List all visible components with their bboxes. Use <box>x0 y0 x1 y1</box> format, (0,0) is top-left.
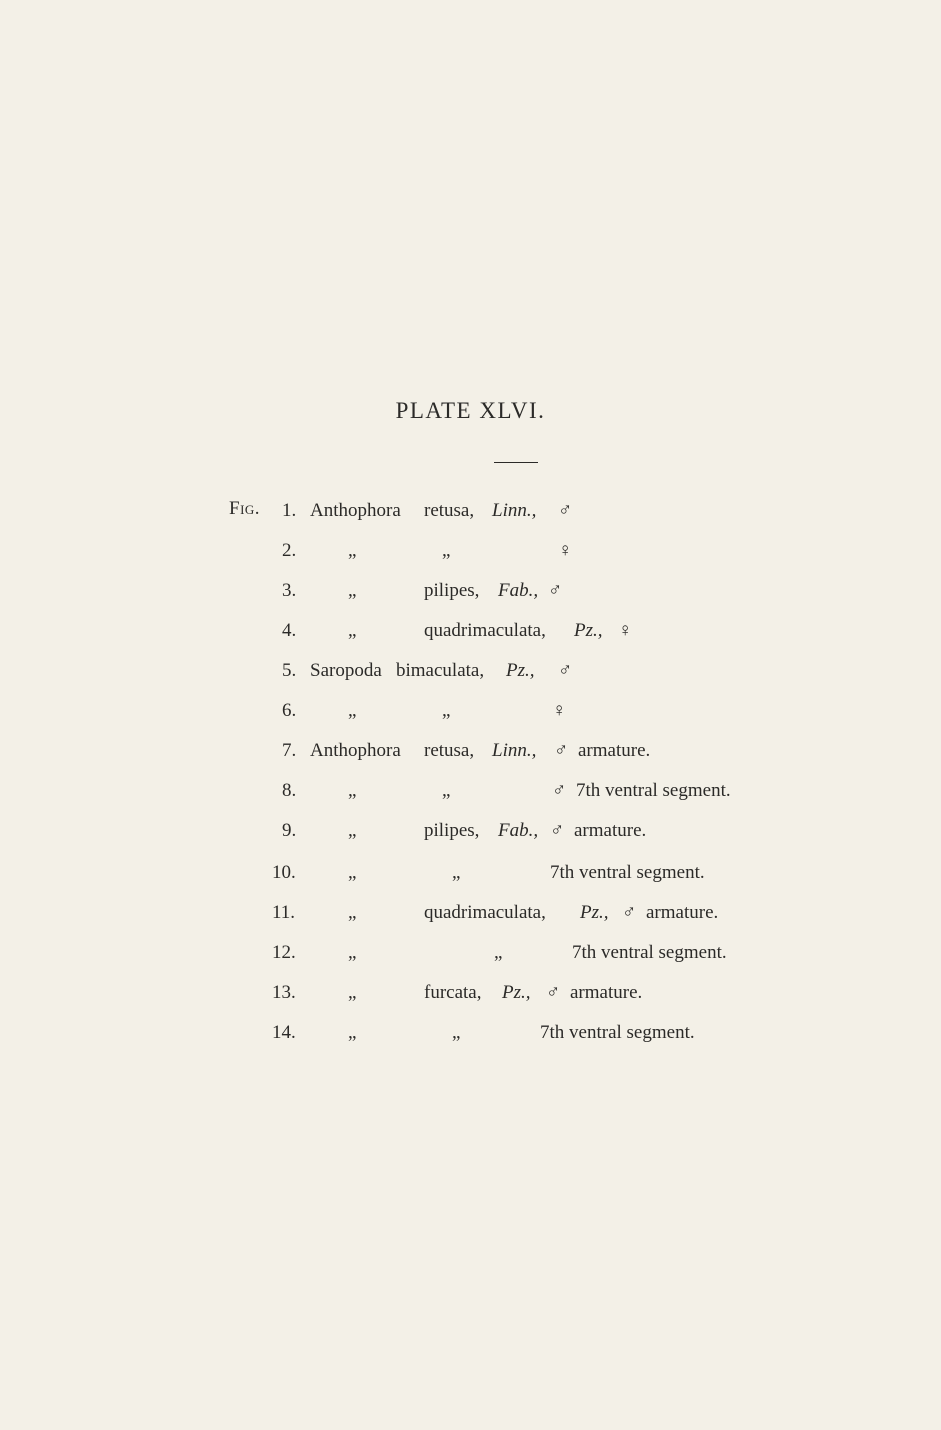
ditto-mark: „ <box>348 700 357 721</box>
sex-symbol: ♂ <box>554 740 569 761</box>
figure-number: 3. <box>282 580 297 601</box>
ditto-mark: „ <box>442 780 451 801</box>
species: pilipes, <box>424 820 480 841</box>
note: 7th ventral segment. <box>540 1022 695 1043</box>
sex-symbol: ♀ <box>618 620 633 641</box>
species: quadrimaculata, <box>424 902 546 923</box>
ditto-mark: „ <box>348 620 357 641</box>
sex-symbol: ♀ <box>552 700 567 721</box>
ditto-mark: „ <box>494 942 503 963</box>
figure-number: 11. <box>272 902 296 923</box>
note: 7th ventral segment. <box>550 862 705 883</box>
figure-number: 1. <box>282 500 297 521</box>
note: armature. <box>574 820 647 841</box>
ditto-mark: „ <box>452 862 461 883</box>
sex-symbol: ♂ <box>558 660 573 681</box>
ditto-mark: „ <box>348 820 357 841</box>
figure-number: 7. <box>282 740 297 761</box>
author: Pz., <box>506 660 535 681</box>
ditto-mark: „ <box>442 700 451 721</box>
figure-number: 6. <box>282 700 297 721</box>
figure-number: 12. <box>272 942 296 963</box>
species: pilipes, <box>424 580 480 601</box>
ditto-mark: „ <box>348 862 357 883</box>
genus: Anthophora <box>310 740 401 761</box>
author: Pz., <box>574 620 603 641</box>
ditto-mark: „ <box>452 1022 461 1043</box>
figure-number: 10. <box>272 862 296 883</box>
genus: Saropoda <box>310 660 382 681</box>
figure-number: 9. <box>282 820 297 841</box>
note: armature. <box>646 902 719 923</box>
note: armature. <box>570 982 643 1003</box>
ditto-mark: „ <box>348 902 357 923</box>
figure-number: 14. <box>272 1022 296 1043</box>
sex-symbol: ♂ <box>546 982 561 1003</box>
plate-title: PLATE XLVI. <box>395 398 546 423</box>
ditto-mark: „ <box>442 540 451 561</box>
fig-label: Fig. <box>229 498 261 519</box>
figure-number: 5. <box>282 660 297 681</box>
author: Linn., <box>492 500 537 521</box>
species: bimaculata, <box>396 660 485 681</box>
ditto-mark: „ <box>348 540 357 561</box>
note: armature. <box>578 740 651 761</box>
ditto-mark: „ <box>348 1022 357 1043</box>
species: furcata, <box>424 982 482 1003</box>
figure-number: 4. <box>282 620 297 641</box>
title-rule <box>494 462 538 463</box>
author: Fab., <box>498 580 539 601</box>
sex-symbol: ♂ <box>550 820 565 841</box>
sex-symbol: ♂ <box>548 580 563 601</box>
figure-number: 2. <box>282 540 297 561</box>
note: 7th ventral segment. <box>572 942 727 963</box>
author: Pz., <box>502 982 531 1003</box>
sex-symbol: ♂ <box>552 780 567 801</box>
figure-number: 13. <box>272 982 296 1003</box>
sex-symbol: ♂ <box>558 500 573 521</box>
species: retusa, <box>424 500 475 521</box>
author: Linn., <box>492 740 537 761</box>
figure-number: 8. <box>282 780 297 801</box>
ditto-mark: „ <box>348 780 357 801</box>
ditto-mark: „ <box>348 982 357 1003</box>
species: retusa, <box>424 740 475 761</box>
genus: Anthophora <box>310 500 401 521</box>
note: 7th ventral segment. <box>576 780 731 801</box>
sex-symbol: ♂ <box>622 902 637 923</box>
sex-symbol: ♀ <box>558 540 573 561</box>
ditto-mark: „ <box>348 942 357 963</box>
author: Fab., <box>498 820 539 841</box>
species: quadrimaculata, <box>424 620 546 641</box>
ditto-mark: „ <box>348 580 357 601</box>
author: Pz., <box>580 902 609 923</box>
